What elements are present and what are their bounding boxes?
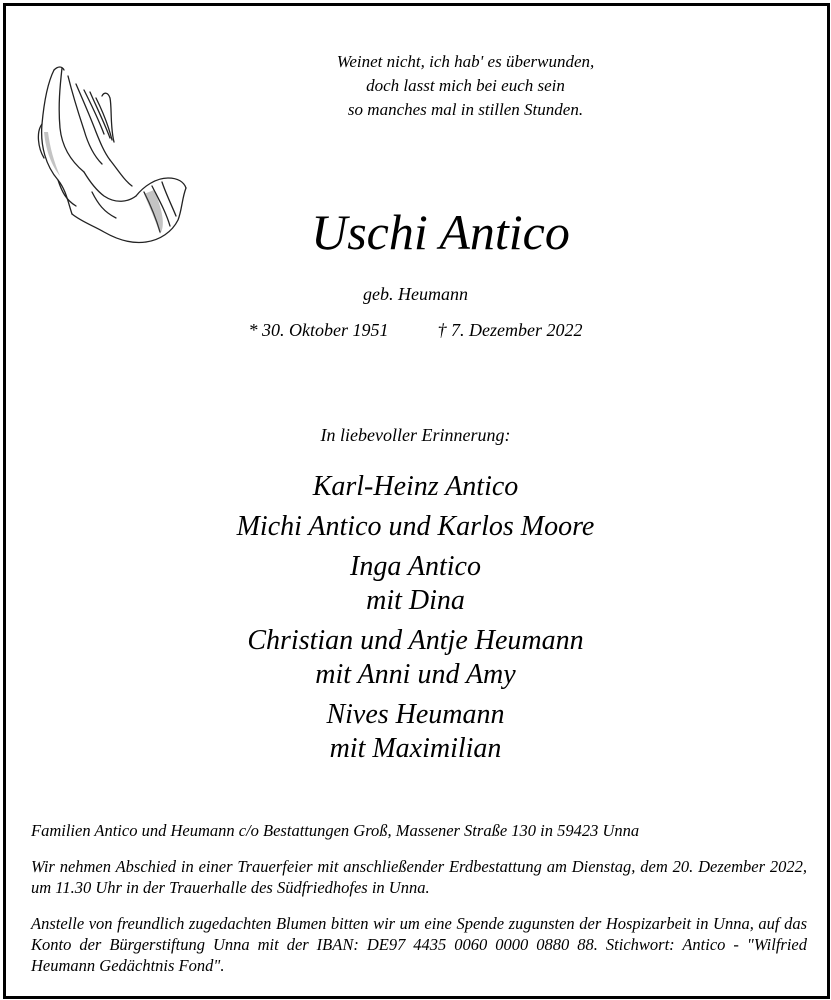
mourner-line: Karl-Heinz Antico xyxy=(312,471,519,502)
mourner-group xyxy=(0,470,831,504)
donation-notice: Anstelle von freundlich zugedachten Blumen bitten wir um eine Spende zugunsten der Hospizarbeit in Unna, auf das Konto der Bürgerstiftung Unna mit der IBAN: DE97 4435 0060 0000 0880 88. Stichwort: Antico - "Wilfried Heumann Gedächtnis Fond". xyxy=(31,914,807,975)
birth-date: * 30. Oktober 1951 xyxy=(248,320,389,340)
mourner-line: Michi Antico und Karlos Moore xyxy=(236,511,595,542)
mourner-line: Nives Heumann xyxy=(326,699,505,730)
mourners-list xyxy=(0,470,831,772)
poem-line: so manches mal in stillen Stunden. xyxy=(347,100,584,119)
ceremony-notice: Wir nehmen Abschied in einer Trauerfeier mit anschließender Erdbestattung am Dienstag, dem 20. Dezember 2022, um 11.30 Uhr in der Trauerhalle des Südfriedhofes in Unna. xyxy=(31,857,807,897)
mourner-group xyxy=(0,510,831,544)
life-dates xyxy=(0,320,831,341)
mourner-line: Christian und Antje Heumann xyxy=(247,625,584,656)
mourner-line: mit Anni und Amy xyxy=(315,659,516,690)
poem xyxy=(160,50,771,122)
death-date: † 7. Dezember 2022 xyxy=(437,320,583,340)
mourner-group xyxy=(0,624,831,692)
memory-label: In liebevoller Erinnerung: xyxy=(320,425,511,445)
mourner-line: Inga Antico xyxy=(350,551,481,582)
mourner-line: mit Dina xyxy=(366,585,465,616)
deceased-name: Uschi Antico xyxy=(311,204,570,260)
poem-line: Weinet nicht, ich hab' es überwunden, xyxy=(336,52,595,71)
mourner-group xyxy=(0,550,831,618)
maiden-name: geb. Heumann xyxy=(363,284,468,304)
mourner-line: mit Maximilian xyxy=(329,733,502,764)
mourner-group xyxy=(0,698,831,766)
family-address: Familien Antico und Heumann c/o Bestattungen Groß, Massener Straße 130 in 59423 Unna xyxy=(31,821,640,840)
poem-line: doch lasst mich bei euch sein xyxy=(366,76,565,95)
